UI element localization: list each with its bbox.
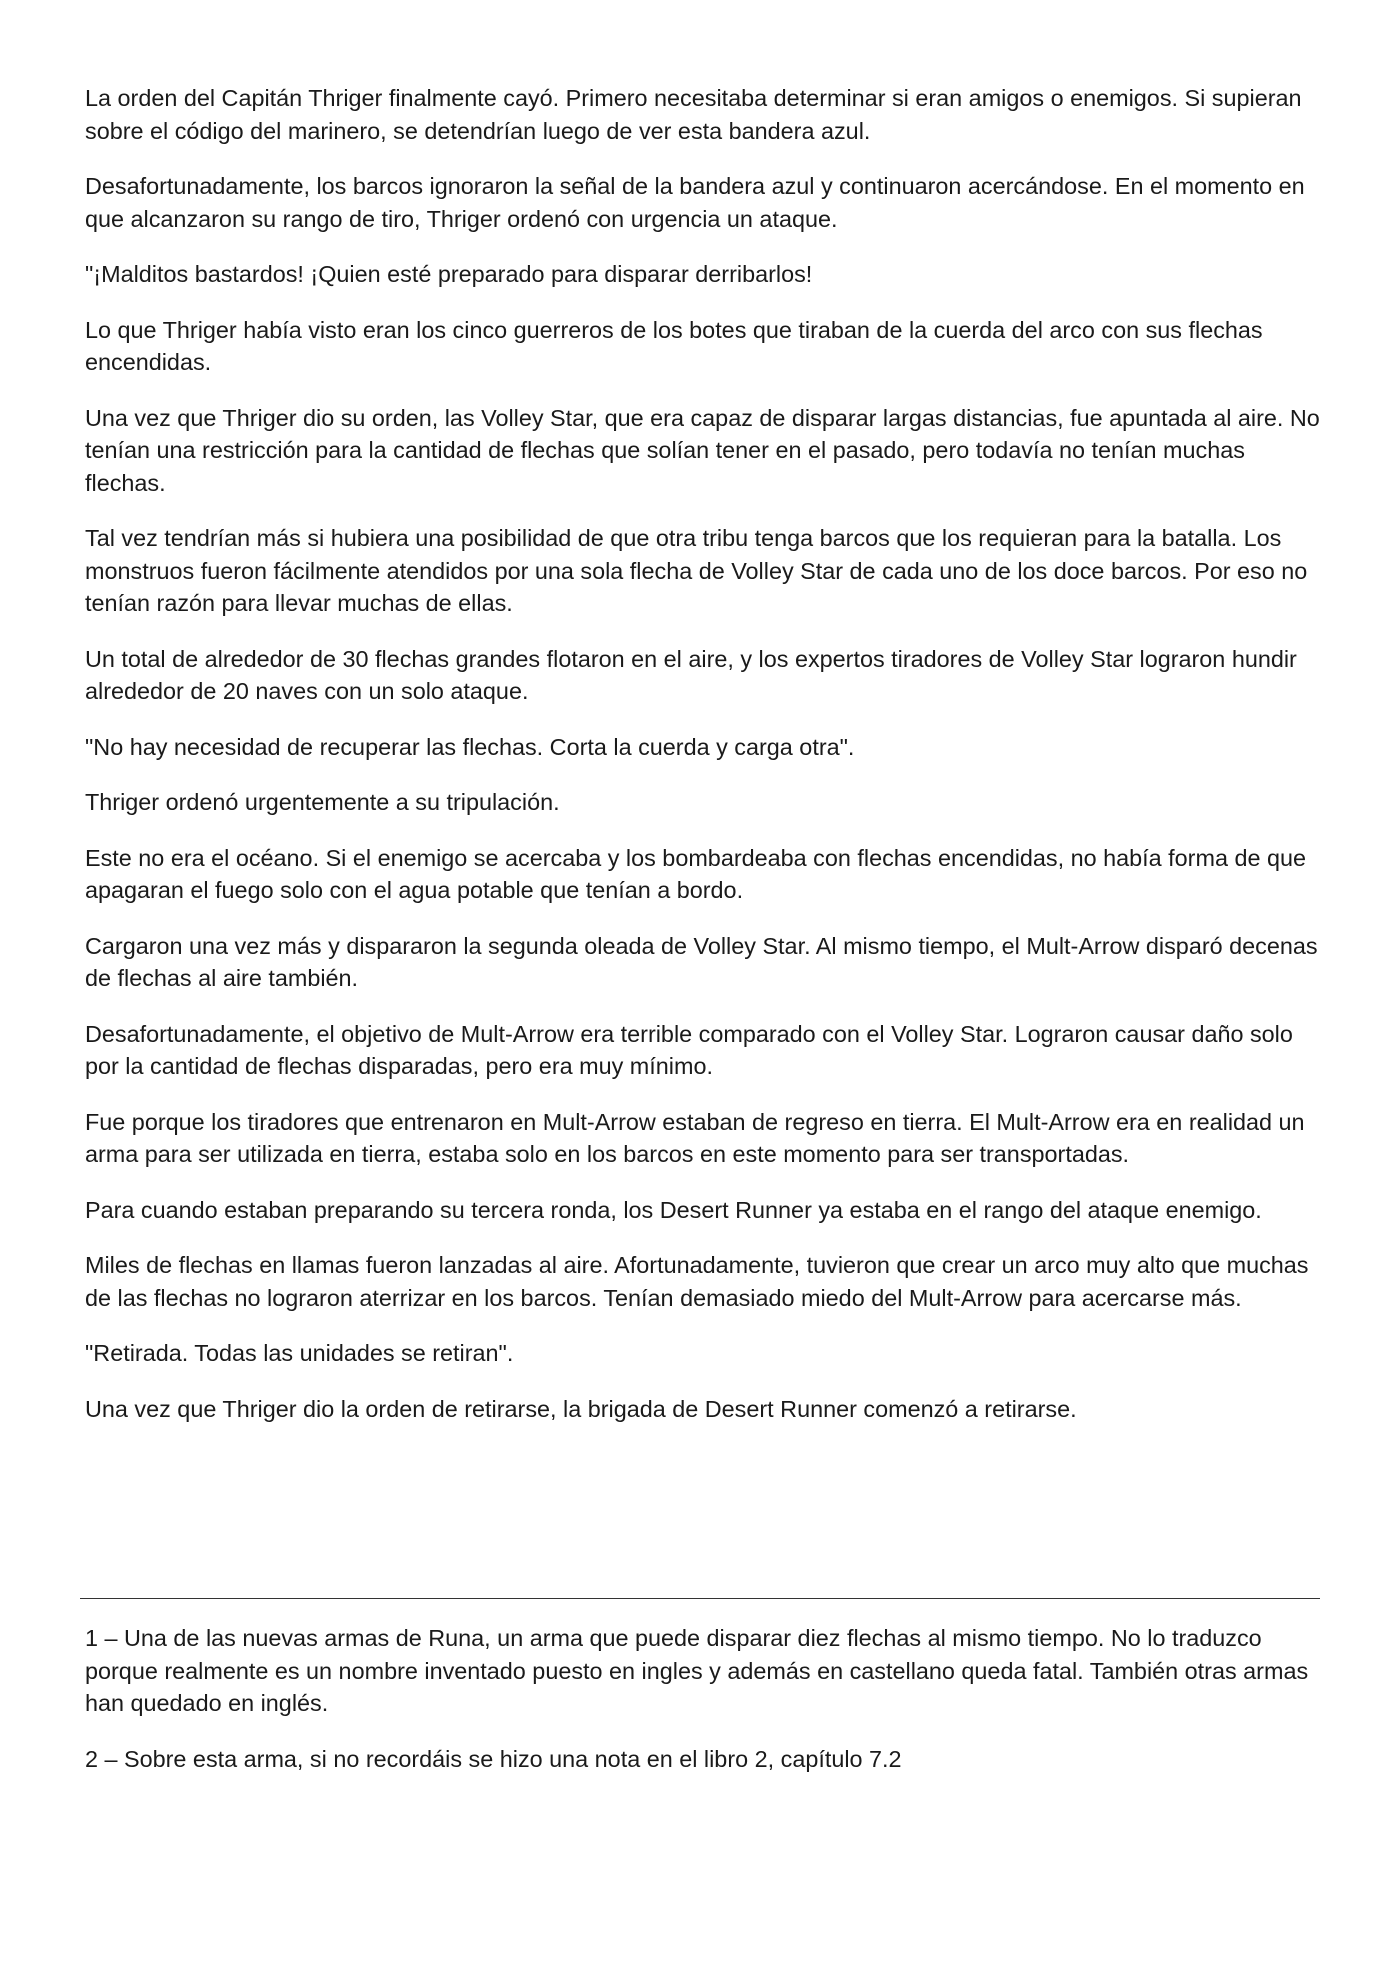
paragraph: Tal vez tendrían más si hubiera una posibilidad de que otra tribu tenga barcos que los requieran para la batalla. Los monstruos fueron fácilmente atendidos por una sola flecha de Volley Star de cada uno de los doce barcos. Por eso no tenían razón para llevar muchas de ellas. [85,525,1308,616]
document-body [85,82,1320,1448]
paragraph: Para cuando estaban preparando su tercera ronda, los Desert Runner ya estaba en el rango del ataque enemigo. [85,1196,1262,1223]
paragraph: "Retirada. Todas las unidades se retiran". [85,1340,514,1366]
paragraph: Desafortunadamente, los barcos ignoraron la señal de la bandera azul y continuaron acercándose. En el momento en que alcanzaron su rango de tiro, Thriger ordenó con urgencia un ataque. [85,173,1305,232]
paragraph: Thriger ordenó urgentemente a su tripulación. [85,789,560,815]
paragraph: Este no era el océano. Si el enemigo se acercaba y los bombardeaba con flechas encendidas, no había forma de que apagaran el fuego solo con el agua potable que tenían a bordo. [85,844,1307,903]
paragraph: Fue porque los tiradores que entrenaron en Mult-Arrow estaban de regreso en tierra. El Mult-Arrow era en realidad un arma para ser utilizada en tierra, estaba solo en los barcos en este momento para ser transportadas. [85,1108,1305,1167]
footnotes [85,1622,1320,1798]
paragraph: "No hay necesidad de recuperar las flechas. Corta la cuerda y carga otra". [85,733,855,760]
paragraph: Un total de alrededor de 30 flechas grandes flotaron en el aire, y los expertos tiradores de Volley Star lograron hundir alrededor de 20 naves con un solo ataque. [85,645,1297,704]
paragraph: Miles de flechas en llamas fueron lanzadas al aire. Afortunadamente, tuvieron que crear un arco muy alto que muchas de las flechas no lograron aterrizar en los barcos. Tenían demasiado miedo del Mult-Arrow para acercarse más. [85,1252,1309,1311]
paragraph: "¡Malditos bastardos! ¡Quien esté preparado para disparar derribarlos! [85,261,813,287]
paragraph: Lo que Thriger había visto eran los cinco guerreros de los botes que tiraban de la cuerda del arco con sus flechas encendidas. [85,316,1263,375]
footnote: 1 – Una de las nuevas armas de Runa, un arma que puede disparar diez flechas al mismo tiempo. No lo traduzco porque realmente es un nombre inventado puesto en ingles y además en castellano queda fatal. También otras armas han quedado en inglés. [85,1625,1309,1716]
paragraph: Desafortunadamente, el objetivo de Mult-Arrow era terrible comparado con el Volley Star. Lograron causar daño solo por la cantidad de flechas disparadas, pero era muy mínimo. [85,1020,1293,1079]
footnote: 2 – Sobre esta arma, si no recordáis se hizo una nota en el libro 2, capítulo 7.2 [85,1745,902,1772]
paragraph: La orden del Capitán Thriger finalmente cayó. Primero necesitaba determinar si eran amigos o enemigos. Si supieran sobre el código del marinero, se detendrían luego de ver esta bandera azul. [85,85,1302,144]
paragraph: Cargaron una vez más y dispararon la segunda oleada de Volley Star. Al mismo tiempo, el Mult-Arrow disparó decenas de flechas al aire también. [85,932,1318,991]
paragraph: Una vez que Thriger dio la orden de retirarse, la brigada de Desert Runner comenzó a retirarse. [85,1395,1077,1422]
footnote-divider [80,1598,1320,1599]
paragraph: Una vez que Thriger dio su orden, las Volley Star, que era capaz de disparar largas distancias, fue apuntada al aire. No tenían una restricción para la cantidad de flechas que solían tener en el pasado, pero todavía no tenían muchas flechas. [85,404,1320,496]
